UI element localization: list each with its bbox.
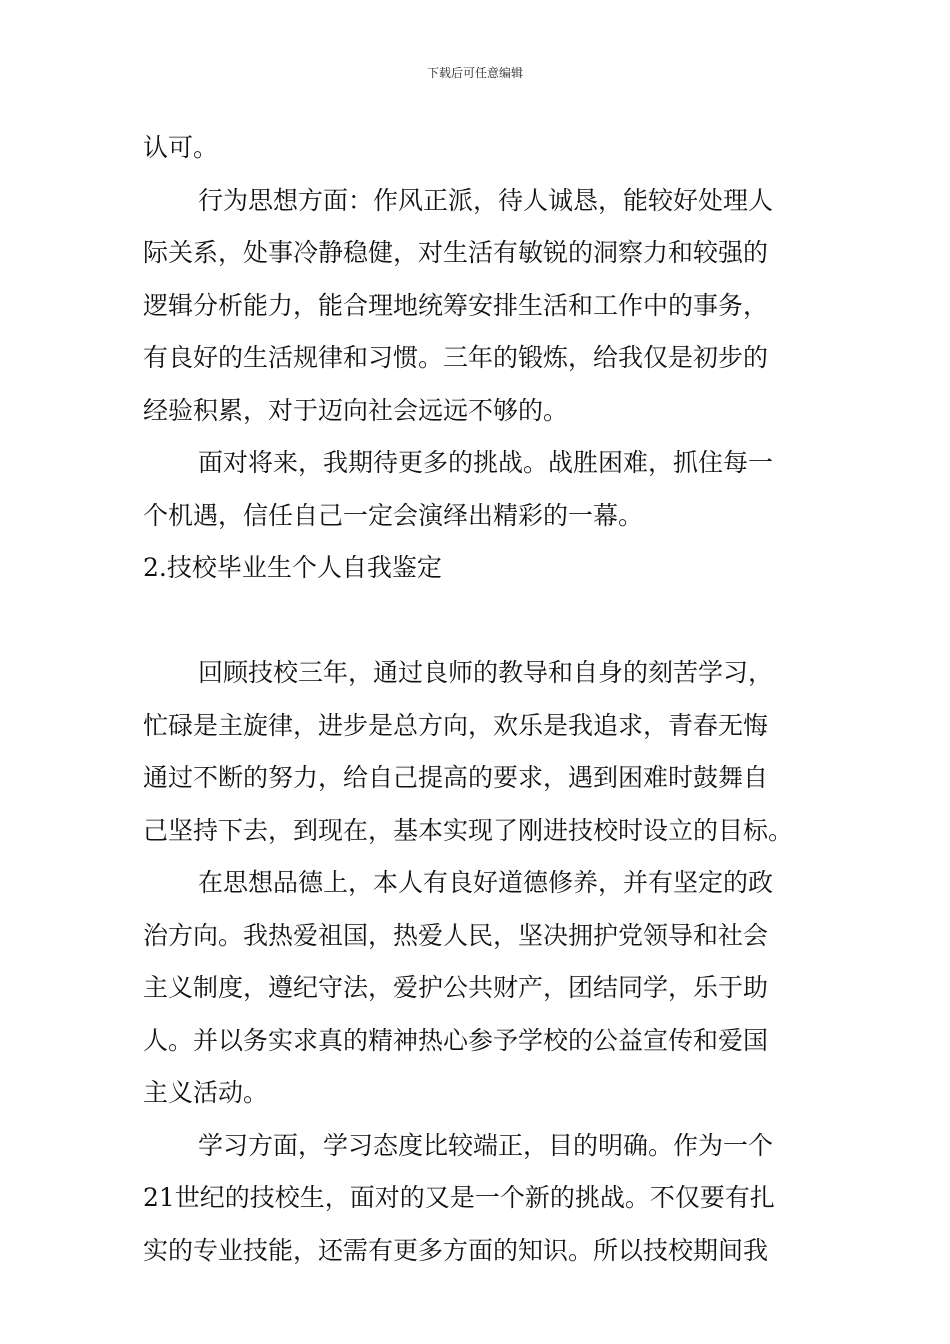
text-line: 2.技校毕业生个人自我鉴定 xyxy=(143,553,442,582)
text-line: 己坚持下去，到现在，基本实现了刚进技校时设立的目标。 xyxy=(143,815,794,845)
text-line: 逻辑分析能力，能合理地统筹安排生活和工作中的事务， xyxy=(143,290,769,320)
text-line: 经验积累，对于迈向社会远远不够的。 xyxy=(143,395,569,425)
text-line: 学习方面，学习态度比较端正，目的明确。作为一个 xyxy=(198,1130,774,1160)
text-line: 际关系，处事冷静稳健，对生活有敏锐的洞察力和较强的 xyxy=(143,238,769,267)
text-line: 行为思想方面：作风正派，待人诚恳，能较好处理人 xyxy=(198,185,774,215)
text-line: 认可。 xyxy=(143,133,219,162)
text-line: 21世纪的技校生，面对的又是一个新的挑战。不仅要有扎 xyxy=(143,1183,775,1212)
text-line: 主义活动。 xyxy=(143,1078,269,1107)
text-line: 忙碌是主旋律，进步是总方向，欢乐是我追求，青春无悔 xyxy=(143,710,769,740)
text-line: 主义制度，遵纪守法，爱护公共财产，团结同学，乐于助 xyxy=(143,973,769,1002)
text-line: 人。并以务实求真的精神热心参予学校的公益宣传和爱国 xyxy=(143,1025,769,1055)
text-line: 实的专业技能，还需有更多方面的知识。所以技校期间我 xyxy=(143,1235,769,1265)
text-line: 面对将来，我期待更多的挑战。战胜困难，抓住每一 xyxy=(198,448,774,477)
page-header-note: 下载后可任意编辑 xyxy=(426,66,523,80)
text-line: 有良好的生活规律和习惯。三年的锻炼，给我仅是初步的 xyxy=(143,343,769,372)
text-line: 个机遇，信任自己一定会演绎出精彩的一幕。 xyxy=(143,500,644,530)
text-line: 回顾技校三年，通过良师的教导和自身的刻苦学习， xyxy=(198,658,774,687)
blank-line xyxy=(143,595,808,648)
text-line: 通过不断的努力，给自己提高的要求，遇到困难时鼓舞自 xyxy=(143,763,769,792)
document-body xyxy=(143,122,808,1277)
text-line: 在思想品德上，本人有良好道德修养，并有坚定的政 xyxy=(198,868,774,897)
text-line: 治方向。我热爱祖国，热爱人民，坚决拥护党领导和社会 xyxy=(143,920,769,950)
